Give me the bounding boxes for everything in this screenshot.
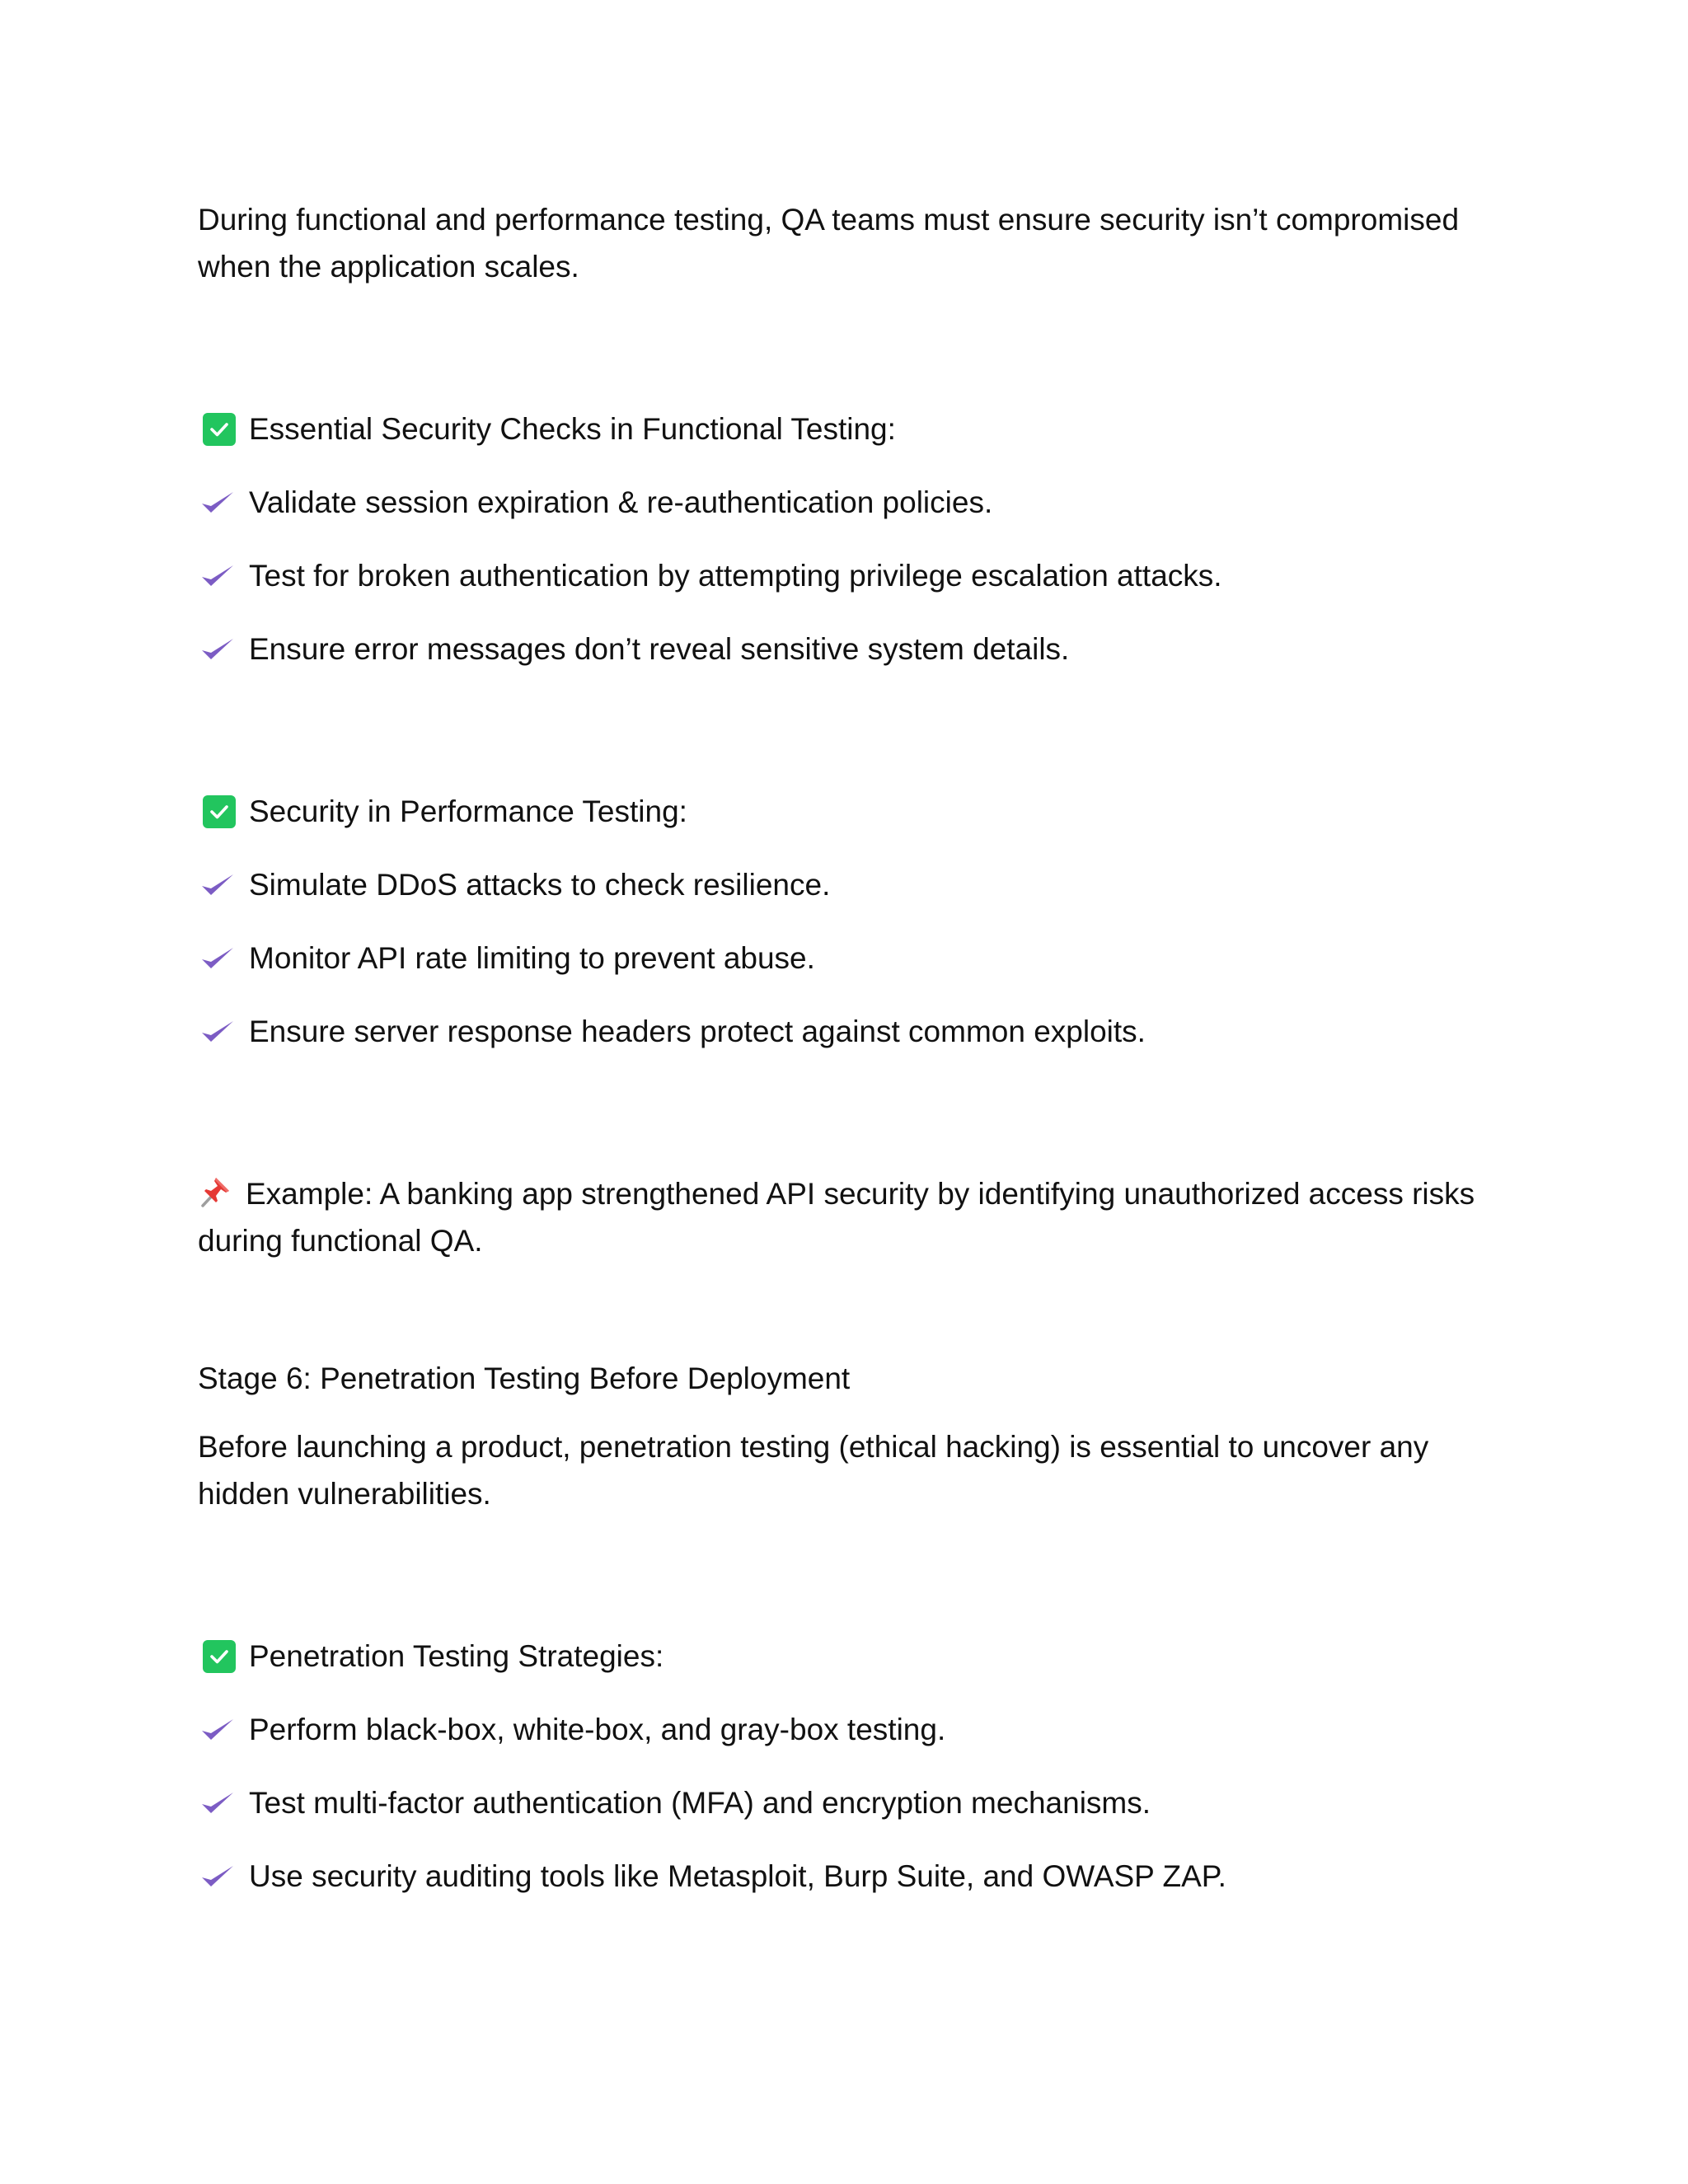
check-mark-icon: [199, 1015, 236, 1048]
list-item: [198, 479, 1484, 526]
section-penetration-strategies: [198, 1633, 1484, 1900]
section-heading: [198, 788, 1484, 835]
pushpin-icon: [198, 1173, 234, 1209]
list-item-text: Ensure error messages don’t reveal sensitive system details.: [249, 632, 1070, 666]
stage-paragraph: Before launching a product, penetration testing (ethical hacking) is essential to uncover any hidden vulnerabilities.: [198, 1430, 1429, 1511]
section-heading: [198, 405, 1484, 452]
list-item: [198, 626, 1484, 673]
list-item-text: Ensure server response headers protect against common exploits.: [249, 1015, 1146, 1048]
list-item: [198, 1008, 1484, 1055]
list-item: [198, 861, 1484, 908]
list-item-text: Simulate DDoS attacks to check resilience.: [249, 868, 831, 902]
list-item-text: Test for broken authentication by attempting privilege escalation attacks.: [249, 559, 1222, 593]
list-item-text: Perform black-box, white-box, and gray-box testing.: [249, 1713, 946, 1746]
section-heading-text: Security in Performance Testing:: [249, 794, 687, 828]
example-text: Example: A banking app strengthened API security by identifying unauthorized access risks during functional QA.: [198, 1177, 1475, 1258]
check-mark-icon: [199, 1860, 236, 1893]
list-item-text: Validate session expiration & re-authentication policies.: [249, 485, 993, 519]
check-mark-icon: [199, 633, 236, 666]
list-item-text: Monitor API rate limiting to prevent abuse.: [249, 941, 815, 975]
stage-heading: Stage 6: Penetration Testing Before Deployment: [198, 1361, 851, 1395]
list-item-text: Test multi-factor authentication (MFA) and encryption mechanisms.: [249, 1786, 1151, 1820]
check-mark-icon: [199, 486, 236, 519]
section-heading: [198, 1633, 1484, 1680]
list-item: [198, 1706, 1484, 1753]
check-mark-button-icon: [203, 1640, 236, 1673]
section-heading-text: Essential Security Checks in Functional Testing:: [249, 412, 896, 446]
list-item-text: Use security auditing tools like Metasploit, Burp Suite, and OWASP ZAP.: [249, 1859, 1226, 1893]
example-paragraph: [198, 1170, 1484, 1264]
check-mark-icon: [199, 560, 236, 593]
check-mark-icon: [199, 869, 236, 902]
section-heading-text: Penetration Testing Strategies:: [249, 1639, 664, 1673]
check-mark-icon: [199, 1713, 236, 1746]
list-item: [198, 935, 1484, 982]
check-mark-button-icon: [203, 413, 236, 446]
intro-paragraph: During functional and performance testing, QA teams must ensure security isn’t compromised when the application scales.: [198, 203, 1460, 284]
document-page: [198, 196, 1484, 1900]
check-mark-icon: [199, 1787, 236, 1820]
list-item: [198, 1853, 1484, 1900]
section-functional-security: [198, 405, 1484, 673]
check-mark-button-icon: [203, 795, 236, 828]
list-item: [198, 1779, 1484, 1826]
list-item: [198, 552, 1484, 599]
check-mark-icon: [199, 942, 236, 975]
section-performance-security: [198, 788, 1484, 1055]
